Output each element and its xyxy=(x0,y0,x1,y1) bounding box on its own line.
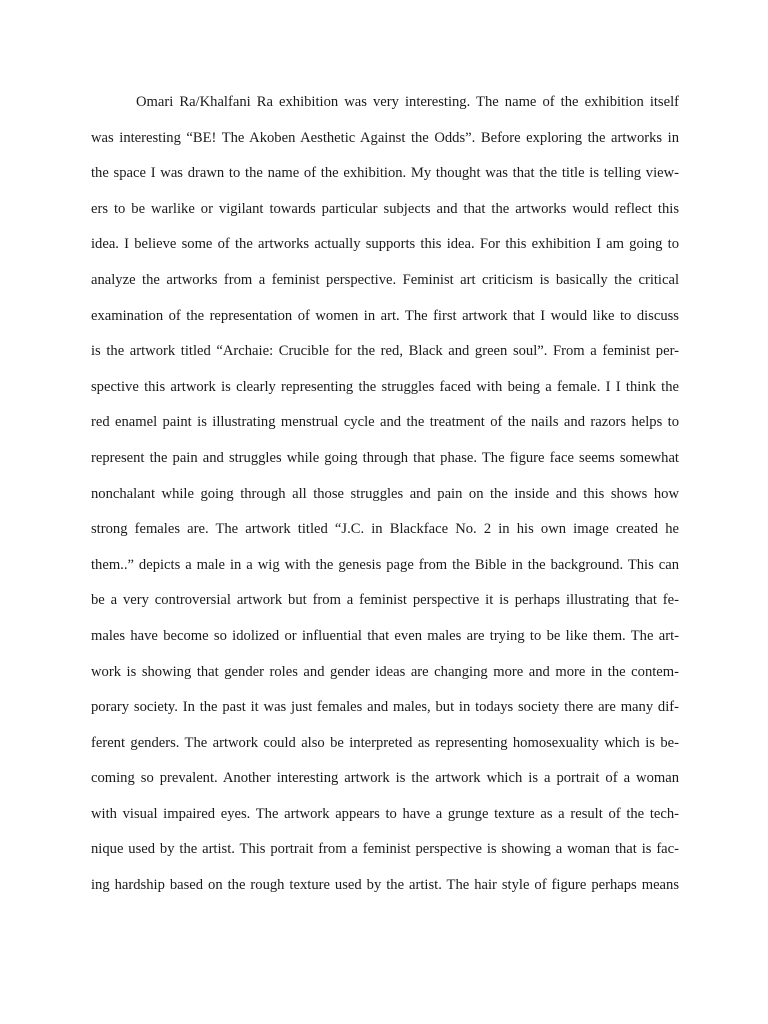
essay-line: idea. I believe some of the artworks actually supports this idea. For this exhibition I am going to xyxy=(91,236,679,253)
essay-line: coming so prevalent. Another interesting artwork is the artwork which is a portrait of a woman xyxy=(91,770,679,787)
essay-line: spective this artwork is clearly representing the struggles faced with being a female. I I think the xyxy=(91,378,679,395)
essay-line: strong females are. The artwork titled “J.C. in Blackface No. 2 in his own image created he xyxy=(91,521,679,538)
essay-line: is the artwork titled “Archaie: Crucible for the red, Black and green soul”. From a feminist per- xyxy=(91,343,679,360)
essay-line: ferent genders. The artwork could also be interpreted as representing homosexuality which is be- xyxy=(91,734,679,751)
essay-line: was interesting “BE! The Akoben Aesthetic Against the Odds”. Before exploring the artworks in xyxy=(91,129,679,146)
essay-line: work is showing that gender roles and gender ideas are changing more and more in the contem- xyxy=(91,663,679,680)
essay-line: be a very controversial artwork but from a feminist perspective it is perhaps illustrating that fe- xyxy=(91,592,679,609)
essay-line: males have become so idolized or influential that even males are trying to be like them. The art- xyxy=(91,627,679,644)
essay-line: ers to be warlike or vigilant towards particular subjects and that the artworks would reflect this xyxy=(91,200,679,217)
essay-line: porary society. In the past it was just females and males, but in todays society there are many dif- xyxy=(91,699,679,716)
essay-line: the space I was drawn to the name of the exhibition. My thought was that the title is telling view- xyxy=(91,165,679,182)
essay-line: Omari Ra/Khalfani Ra exhibition was very interesting. The name of the exhibition itself xyxy=(136,94,679,110)
essay-line: examination of the representation of women in art. The first artwork that I would like to discuss xyxy=(91,307,679,324)
essay-line: ing hardship based on the rough texture used by the artist. The hair style of figure perhaps means xyxy=(91,877,679,894)
essay-line: with visual impaired eyes. The artwork appears to have a grunge texture as a result of the tech- xyxy=(91,805,679,822)
essay-line: them..” depicts a male in a wig with the genesis page from the Bible in the background. This can xyxy=(91,556,679,573)
essay-line: analyze the artworks from a feminist perspective. Feminist art criticism is basically the critical xyxy=(91,271,679,288)
essay-line: nique used by the artist. This portrait from a feminist perspective is showing a woman that is fac- xyxy=(91,841,679,858)
essay-line: red enamel paint is illustrating menstrual cycle and the treatment of the nails and razors helps to xyxy=(91,414,679,431)
essay-body xyxy=(91,90,679,909)
essay-line: nonchalant while going through all those struggles and pain on the inside and this shows how xyxy=(91,485,679,502)
essay-line: represent the pain and struggles while going through that phase. The figure face seems somewhat xyxy=(91,449,679,466)
